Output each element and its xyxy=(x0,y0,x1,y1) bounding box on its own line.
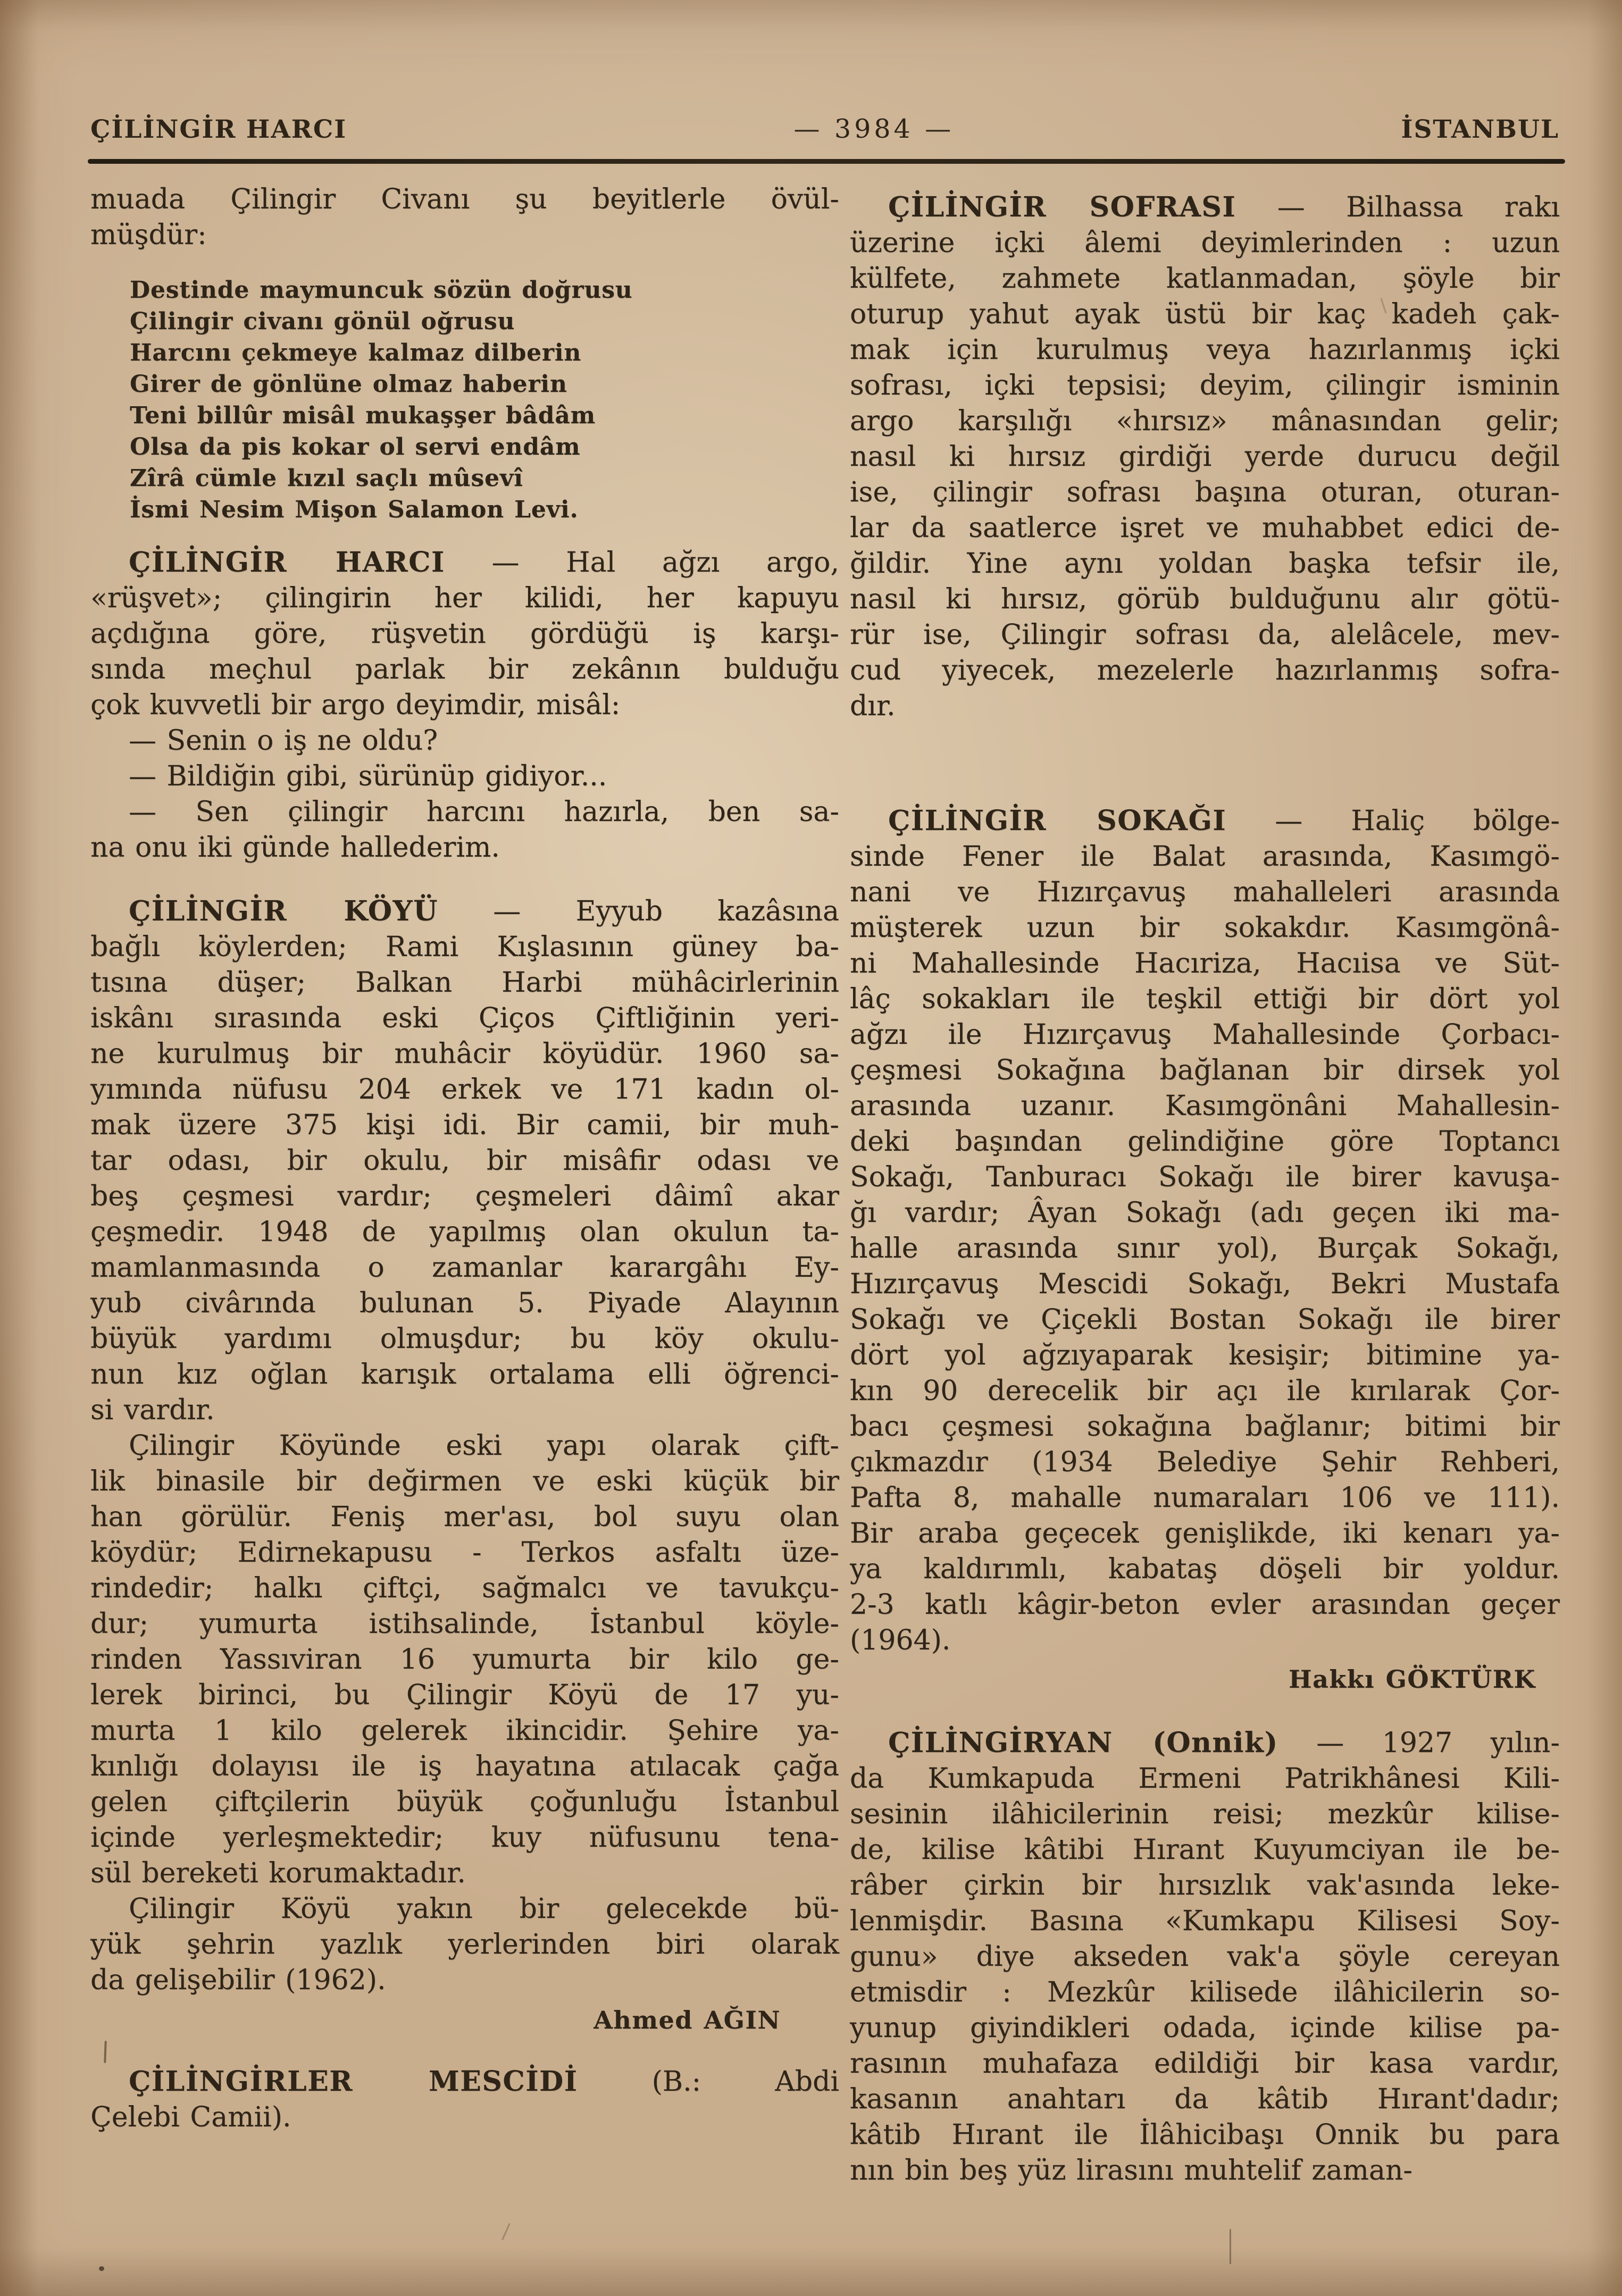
text-line: etmisdir : Mezkûr kilisede ilâhicilerin so- xyxy=(850,1976,1560,2008)
scan-artifact xyxy=(501,2223,511,2240)
text-line: kasanın anahtarı da kâtib Hırant'dadır; xyxy=(850,2083,1560,2115)
text-line: çok kuvvetli bir argo deyimdir, misâl: xyxy=(90,689,621,721)
entry-headword: ÇİLİNGİRLER MESCİDİ xyxy=(129,2065,578,2098)
text-line: nasıl ki hırsız, görüb bulduğunu alır götü- xyxy=(850,583,1560,615)
entry-cilingir-harci xyxy=(90,544,839,723)
text-line: Harcını çekmeye kalmaz dilberin xyxy=(130,339,582,366)
entry-headword: ÇİLİNGİR SOFRASI xyxy=(888,191,1236,223)
page-header xyxy=(90,114,1559,144)
text-line: mak üzere 375 kişi idi. Bir camii, bir muh- xyxy=(90,1109,839,1141)
scan-artifact xyxy=(1230,2229,1231,2264)
scan-artifact xyxy=(99,2266,104,2271)
entry-headword: ÇİLİNGİRYAN (Onnik) xyxy=(888,1727,1278,1759)
text-line: Sokağı, Tanburacı Sokağı ile birer kavuşa- xyxy=(850,1161,1560,1193)
column-right xyxy=(850,182,1560,2189)
text-line: (1964). xyxy=(850,1624,951,1656)
entry-headword: ÇİLİNGİR SOKAĞI xyxy=(888,805,1227,837)
text-line: han görülür. Feniş mer'ası, bol suyu olan xyxy=(90,1501,839,1533)
header-divider xyxy=(88,159,1565,164)
text-line: ya kaldırımlı, kabataş döşeli bir yoldur. xyxy=(850,1553,1560,1585)
text-line: çıkmazdır (1934 Belediye Şehir Rehberi, xyxy=(850,1446,1560,1478)
text-line: 2-3 katlı kâgir-beton evler arasından geçer xyxy=(850,1589,1560,1621)
text-line: kın 90 derecelik bir açı ile kırılarak Çor- xyxy=(850,1375,1560,1407)
text-line: da gelişebilir (1962). xyxy=(90,1964,386,1996)
text-line: mamlanmasında o zamanlar karargâhı Ey- xyxy=(90,1252,839,1284)
text-line: râber çirkin bir hırsızlık vak'asında leke- xyxy=(850,1870,1560,1901)
text-line: ÇİLİNGİRYAN (Onnik) — 1927 yılın- xyxy=(888,1727,1560,1759)
text-line: yımında nüfusu 204 erkek ve 171 kadın ol- xyxy=(90,1074,839,1105)
text-line: Ahmed AĞIN xyxy=(593,2006,781,2034)
text-line: Sokağı ve Çiçekli Bostan Sokağı ile birer xyxy=(850,1304,1560,1336)
text-line: üzerine içki âlemi deyimlerinden : uzun xyxy=(850,227,1560,259)
text-line: murta 1 kilo gelerek ikincidir. Şehire ya- xyxy=(90,1715,839,1747)
column-left xyxy=(90,182,839,2135)
text-line: si vardır. xyxy=(90,1394,215,1426)
text-line: ne kurulmuş bir muhâcir köyüdür. 1960 sa- xyxy=(90,1038,839,1070)
text-line: nasıl ki hırsız girdiği yerde durucu değil xyxy=(850,441,1560,473)
text-line: ağzı ile Hızırçavuş Mahallesinde Çorbacı- xyxy=(850,1019,1560,1051)
text-line: açdığına göre, rüşvetin gördüğü iş karşı- xyxy=(90,618,839,650)
entry-cilingiryan-onnik xyxy=(850,1725,1560,2189)
text-line: Bir araba geçecek genişlikde, iki kenarı ya- xyxy=(850,1518,1560,1549)
paragraph-koy-eski-yapi xyxy=(90,1428,839,1891)
text-line: de, kilise kâtibi Hırant Kuyumciyan ile be- xyxy=(850,1834,1560,1866)
text-line: ÇİLİNGİR SOKAĞI — Haliç bölge- xyxy=(888,805,1560,837)
text-line: İsmi Nesim Mişon Salamon Levi. xyxy=(130,496,579,523)
text-line: Çilingir civanı gönül oğrusu xyxy=(130,308,515,335)
text-line: dört yol ağzıyaparak kesişir; bitimine ya- xyxy=(850,1339,1560,1371)
text-line: Çilingir Köyü yakın bir gelecekde bü- xyxy=(129,1893,839,1925)
text-line: içinde yerleşmektedir; kuy nüfusunu tena- xyxy=(90,1822,839,1854)
text-line: yub civârında bulunan 5. Piyade Alayının xyxy=(90,1287,839,1319)
running-head-left: ÇİLİNGİR HARCI xyxy=(90,115,347,144)
text-line: ÇİLİNGİR SOFRASI — Bilhassa rakı xyxy=(888,191,1560,223)
text-line: tar odası, bir okulu, bir misâfir odası ve xyxy=(90,1145,839,1177)
signature-ahmed-agin xyxy=(90,2002,839,2038)
text-line: nun kız oğlan karışık ortalama elli öğrenci- xyxy=(90,1359,839,1390)
text-line: sesinin ilâhicilerinin reisi; mezkûr kilise- xyxy=(850,1798,1560,1830)
running-head-right: İSTANBUL xyxy=(1401,115,1559,144)
paragraph-koy-gelecek xyxy=(90,1891,839,1998)
text-line: yunup giyindikleri odada, içinde kilise pa- xyxy=(850,2012,1560,2044)
text-line: — Bildiğin gibi, sürünüp gidiyor... xyxy=(129,760,607,792)
text-line: Pafta 8, mahalle numaraları 106 ve 111). xyxy=(850,1482,1560,1514)
text-line: argo karşılığı «hırsız» mânasından gelir; xyxy=(850,405,1560,437)
text-line: rasının muhafaza edildiği bir kasa vardır, xyxy=(850,2048,1560,2080)
text-line: külfete, zahmete katlanmadan, şöyle bir xyxy=(850,263,1560,295)
text-line: mak için kurulmuş veya hazırlanmış içki xyxy=(850,334,1560,366)
text-line: köydür; Edirnekapusu - Terkos asfaltı üze- xyxy=(90,1537,839,1569)
entry-cilingir-koyu xyxy=(90,893,839,1428)
text-line: çeşmesi Sokağına bağlanan bir dirsek yol xyxy=(850,1054,1560,1086)
text-line: kâtib Hırant ile İlâhicibaşı Onnik bu para xyxy=(850,2119,1560,2151)
text-line: lar da saatlerce işret ve muhabbet edici de- xyxy=(850,512,1560,544)
text-line: dır. xyxy=(850,690,896,722)
text-line: sofrası, içki tepsisi; deyim, çilingir isminin xyxy=(850,370,1560,401)
text-line: lâç sokakları ile teşkil ettiği bir dört yol xyxy=(850,983,1560,1015)
text-line: bacı çeşmesi sokağına bağlanır; bitimi bir xyxy=(850,1411,1560,1443)
entry-headword: ÇİLİNGİR KÖYÜ xyxy=(129,895,438,927)
poem-beyitler xyxy=(130,274,839,525)
text-line: oturup yahut ayak üstü bir kaç kadeh çak- xyxy=(850,298,1560,330)
text-line: arasında uzanır. Kasımgönâni Mahallesin- xyxy=(850,1090,1560,1122)
text-line: ÇİLİNGİR KÖYÜ — Eyyub kazâsına xyxy=(129,895,839,927)
text-line: büyük yardımı olmuşdur; bu köy okulu- xyxy=(90,1323,839,1355)
entry-cilingirler-mescidi xyxy=(90,2064,839,2135)
text-line: Teni billûr misâl mukaşşer bâdâm xyxy=(130,402,596,429)
text-line: müşdür: xyxy=(90,219,207,251)
text-line: Çilingir Köyünde eski yapı olarak çift- xyxy=(129,1430,839,1462)
page-number: — 3984 — xyxy=(793,114,955,144)
entry-cilingir-sokagi xyxy=(850,803,1560,1658)
entry-headword: ÇİLİNGİR HARCI xyxy=(129,546,445,579)
text-line: rindedir; halkı çiftçi, sağmalcı ve tavukçu- xyxy=(90,1572,839,1604)
text-line: na onu iki günde hallederim. xyxy=(90,832,500,864)
text-line: deki başından gelindiğine göre Toptancı xyxy=(850,1126,1560,1158)
text-line: lerek birinci, bu Çilingir Köyü de 17 yu- xyxy=(90,1679,839,1711)
text-line: iskânı sırasında eski Çiços Çiftliğinin yeri- xyxy=(90,1002,839,1034)
text-line: Destinde maymuncuk sözün doğrusu xyxy=(130,276,633,304)
signature-hakki-gokturk xyxy=(850,1662,1560,1697)
text-line: Çelebi Camii). xyxy=(90,2101,291,2133)
text-line: lenmişdir. Basına «Kumkapu Kilisesi Soy- xyxy=(850,1905,1560,1937)
text-line: Hakkı GÖKTÜRK xyxy=(1289,1665,1536,1694)
text-line: ni Mahallesinde Hacıriza, Hacıisa ve Süt- xyxy=(850,948,1560,979)
text-line: müşterek uzun bir sokakdır. Kasımgönâ- xyxy=(850,912,1560,944)
text-line: gelen çiftçilerin büyük çoğunluğu İstanbul xyxy=(90,1786,839,1818)
text-line: ÇİLİNGİR HARCI — Hal ağzı argo, xyxy=(129,546,839,579)
text-line: bağlı köylerden; Rami Kışlasının güney ba- xyxy=(90,931,839,963)
text-line: sül bereketi korumaktadır. xyxy=(90,1857,466,1889)
text-line: sında meçhul parlak bir zekânın bulduğu xyxy=(90,653,839,685)
entry-cilingir-sofrasi xyxy=(850,189,1560,724)
text-line: beş çeşmesi vardır; çeşmeleri dâimî akar xyxy=(90,1180,839,1212)
text-line: Zîrâ cümle kızıl saçlı mûsevî xyxy=(130,465,523,492)
text-line: — Senin o iş ne oldu? xyxy=(129,725,438,757)
text-line: sinde Fener ile Balat arasında, Kasımgö- xyxy=(850,841,1560,873)
text-line: dur; yumurta istihsalinde, İstanbul köyle- xyxy=(90,1608,839,1640)
text-line: cud yiyecek, mezelerle hazırlanmış sofra- xyxy=(850,655,1560,686)
text-line: ğı vardır; Âyan Sokağı (adı geçen iki ma- xyxy=(850,1197,1560,1229)
text-line: lik binasile bir değirmen ve eski küçük bir xyxy=(90,1465,839,1497)
text-line: rinden Yassıviran 16 yumurta bir kilo ge- xyxy=(90,1644,839,1675)
text-line: tısına düşer; Balkan Harbi mühâcirlerinin xyxy=(90,967,839,999)
continuation-paragraph xyxy=(90,182,839,253)
text-line: gunu» diye akseden vak'a şöyle cereyan xyxy=(850,1941,1560,1973)
text-line: ise, çilingir sofrası başına oturan, oturan- xyxy=(850,476,1560,508)
text-line: ğildir. Yine aynı yoldan başka tefsir ile, xyxy=(850,548,1560,580)
text-line: «rüşvet»; çilingirin her kilidi, her kapuyu xyxy=(90,582,839,614)
dialogue-example xyxy=(90,723,839,866)
text-line: da Kumkapuda Ermeni Patrikhânesi Kili- xyxy=(850,1763,1560,1795)
text-line: ÇİLİNGİRLER MESCİDİ (B.: Abdi xyxy=(129,2065,840,2098)
text-line: çeşmedir. 1948 de yapılmış olan okulun ta- xyxy=(90,1216,839,1248)
text-line: rür ise, Çilingir sofrası da, alelâcele, mev- xyxy=(850,619,1560,651)
text-line: Girer de gönlüne olmaz haberin xyxy=(130,371,567,398)
text-line: nın bin beş yüz lirasını muhtelif zaman- xyxy=(850,2155,1412,2186)
text-line: yük şehrin yazlık yerlerinden biri olarak xyxy=(90,1929,839,1960)
text-line: Olsa da pis kokar ol servi endâm xyxy=(130,433,581,460)
text-line: — Sen çilingir harcını hazırla, ben sa- xyxy=(129,796,839,828)
text-line: halle arasında sınır yol), Burçak Sokağı, xyxy=(850,1233,1560,1264)
text-line: kınlığı dolayısı ile iş hayatına atılacak çağa xyxy=(90,1750,839,1782)
text-line: muada Çilingir Civanı şu beyitlerle övül- xyxy=(90,183,839,215)
text-line: Hızırçavuş Mescidi Sokağı, Bekri Mustafa xyxy=(850,1268,1560,1300)
text-line: nani ve Hızırçavuş mahalleleri arasında xyxy=(850,876,1560,908)
